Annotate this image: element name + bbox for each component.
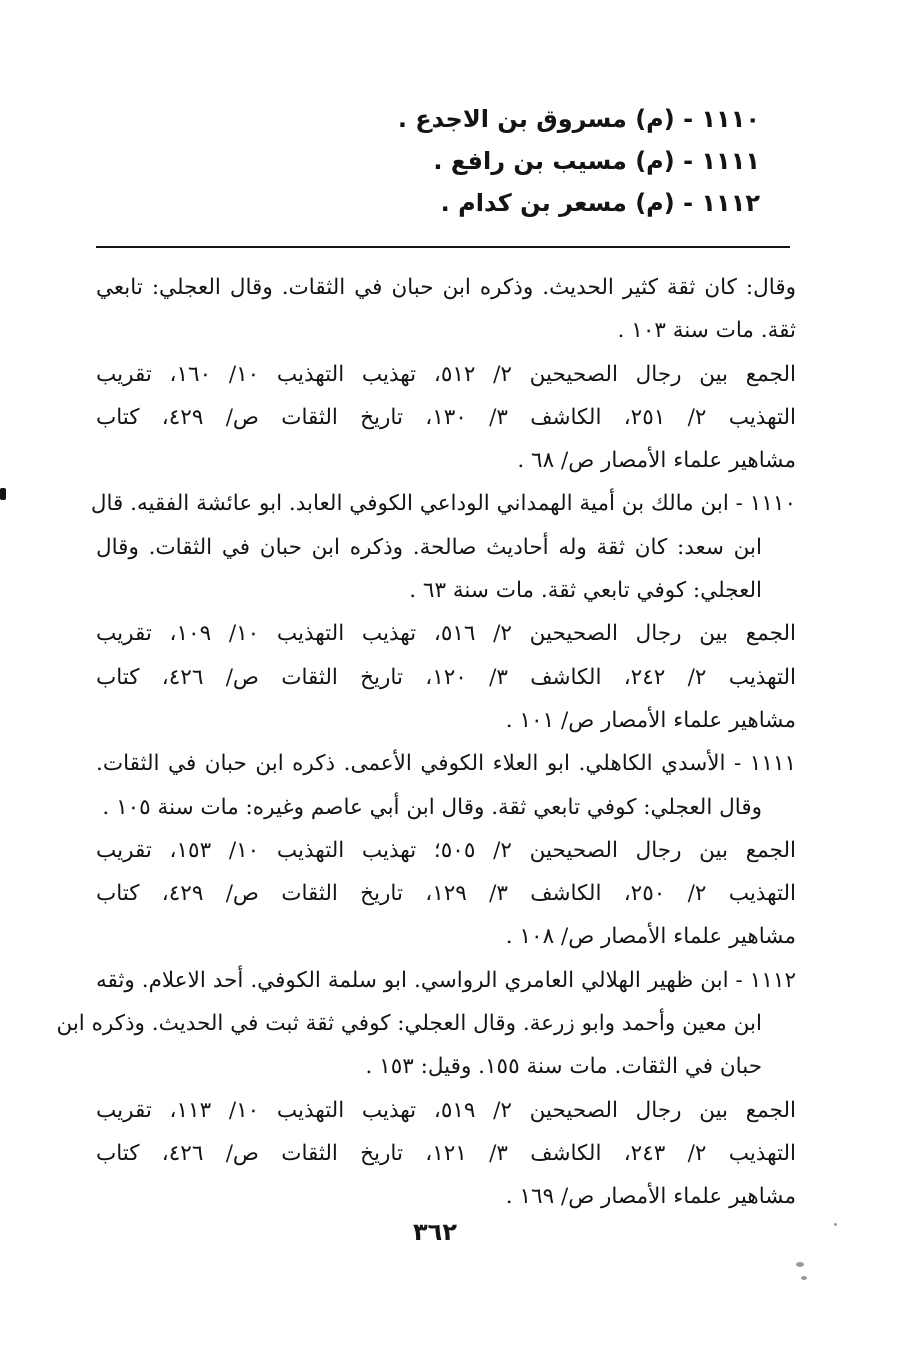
note-1109-continuation	[96, 266, 796, 353]
entry-1111: ١١١١ - (م) مسيب بن رافع .	[433, 147, 760, 175]
note-line: التهذيب ٢/ ٢٥١، الكاشف ٣/ ١٣٠، تاريخ الثقات ص/ ٤٢٩، كتاب	[96, 404, 797, 430]
note-line: ١١١١ - الأسدي الكاهلي. ابو العلاء الكوفي الأعمى. ذكره ابن حبان في الثقات.	[96, 751, 796, 777]
note-1111-biography	[96, 742, 796, 829]
note-line: مشاهير علماء الأمصار ص/ ٦٨ .	[517, 448, 796, 474]
note-line: مشاهير علماء الأمصار ص/ ١٠١ .	[505, 707, 796, 733]
note-line: التهذيب ٢/ ٢٤٢، الكاشف ٣/ ١٢٠، تاريخ الثقات ص/ ٤٢٦، كتاب	[96, 664, 797, 690]
note-line: العجلي: كوفي تابعي ثقة. مات سنة ٦٣ .	[409, 578, 762, 604]
scan-speck	[801, 1276, 807, 1280]
note-1110-references	[96, 612, 796, 742]
note-line: الجمع بين رجال الصحيحين ٢/ ٥١٩، تهذيب التهذيب ١٠/ ١١٣، تقريب	[96, 1097, 797, 1123]
page-number: ٣٦٢	[413, 1218, 457, 1246]
footnote-divider	[96, 246, 790, 248]
note-line: حبان في الثقات. مات سنة ١٥٥. وقيل: ١٥٣ .	[365, 1054, 762, 1080]
note-line: ابن سعد: كان ثقة وله أحاديث صالحة. وذكره ابن حبان في الثقات. وقال	[96, 534, 762, 560]
note-line: وقال العجلي: كوفي تابعي ثقة. وقال ابن أبي عاصم وغيره: مات سنة ١٠٥ .	[102, 794, 762, 820]
scan-speck	[796, 1262, 804, 1267]
entry-list	[200, 98, 760, 224]
note-1110-biography	[90, 482, 796, 612]
note-line: مشاهير علماء الأمصار ص/ ١٠٨ .	[505, 924, 796, 950]
scan-speck	[834, 1223, 837, 1226]
note-line: وقال: كان ثقة كثير الحديث. وذكره ابن حبان في الثقات. وقال العجلي: تابعي	[96, 275, 796, 300]
note-line: ١١١٠ - ابن مالك بن أمية الهمداني الوداعي الكوفي العابد. ابو عائشة الفقيه. قال	[90, 491, 796, 517]
footnotes	[56, 266, 797, 1219]
note-1109-references	[96, 353, 796, 483]
note-line: ١١١٢ - ابن ظهير الهلالي العامري الرواسي. ابو سلمة الكوفي. أحد الاعلام. وثقه	[96, 967, 796, 993]
note-1111-references	[96, 829, 796, 959]
scan-edge-mark	[0, 488, 6, 500]
note-line: ابن معين وأحمد وابو زرعة. وقال العجلي: كوفي ثقة ثبت في الحديث. وذكره ابن	[56, 1011, 762, 1037]
entry-1110: ١١١٠ - (م) مسروق بن الاجدع .	[397, 105, 760, 133]
note-line: الجمع بين رجال الصحيحين ٢/ ٥١٦، تهذيب التهذيب ١٠/ ١٠٩، تقريب	[96, 621, 797, 647]
note-line: الجمع بين رجال الصحيحين ٢/ ٥٠٥؛ تهذيب التهذيب ١٠/ ١٥٣، تقريب	[96, 837, 797, 863]
note-1112-references	[96, 1089, 796, 1219]
note-line: التهذيب ٢/ ٢٤٣، الكاشف ٣/ ١٢١، تاريخ الثقات ص/ ٤٢٦، كتاب	[96, 1140, 797, 1166]
entry-1112: ١١١٢ - (م) مسعر بن كدام .	[440, 189, 760, 217]
note-line: الجمع بين رجال الصحيحين ٢/ ٥١٢، تهذيب التهذيب ١٠/ ١٦٠، تقريب	[96, 361, 797, 387]
note-line: ثقة. مات سنة ١٠٣ .	[617, 318, 796, 344]
note-line: التهذيب ٢/ ٢٥٠، الكاشف ٣/ ١٢٩، تاريخ الثقات ص/ ٤٢٩، كتاب	[96, 881, 797, 907]
note-line: مشاهير علماء الأمصار ص/ ١٦٩ .	[505, 1184, 796, 1210]
note-1112-biography	[56, 959, 796, 1089]
